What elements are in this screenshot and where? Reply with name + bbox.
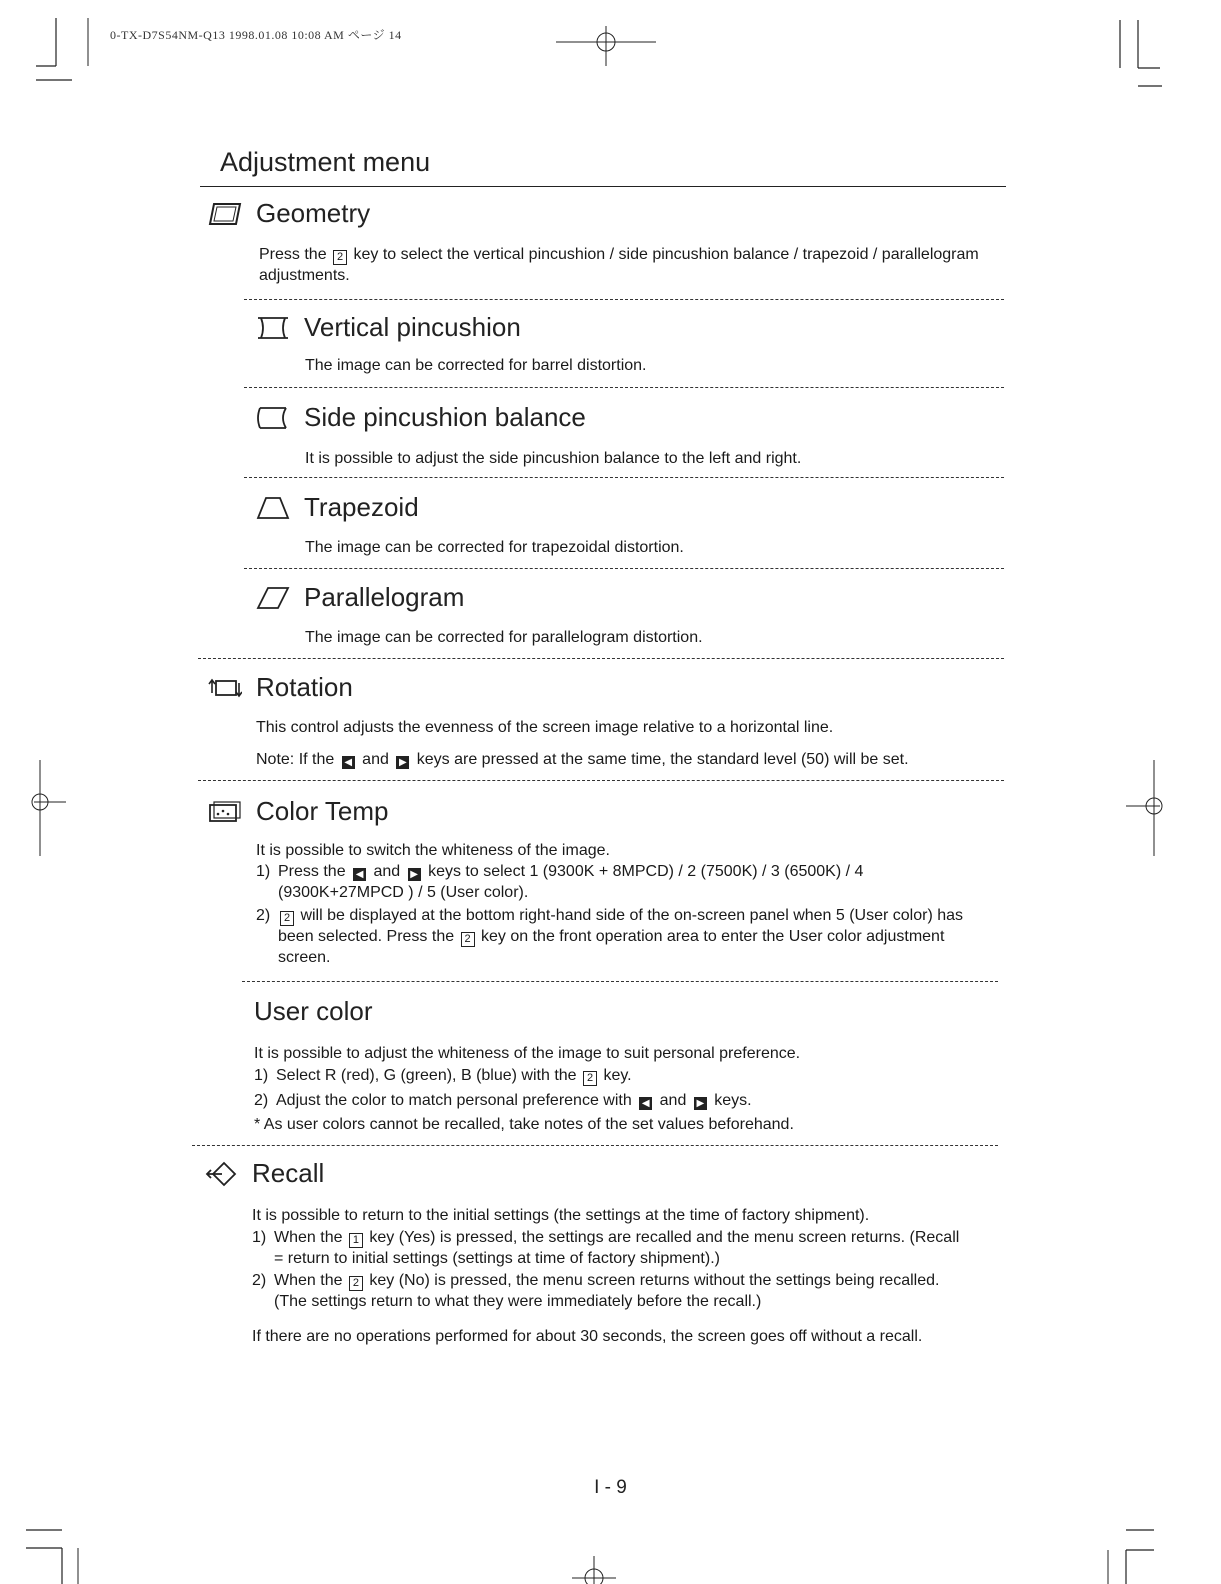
color-temp-item-1: 1) Press the ◀ and ▶ keys to select 1 (9300K + 8MPCD) / 2 (7500K) / 3 (6500K) / 4 (9300K+27MPCD ) / 5 (User color). (256, 863, 864, 901)
geometry-icon (208, 201, 242, 227)
recall-timeout-note: If there are no operations performed for about 30 seconds, the screen goes off without a recall. (252, 1328, 923, 1345)
user-color-item-1: 1) Select R (red), G (green), B (blue) with the 2 key. (254, 1067, 632, 1084)
parallelogram-description: The image can be corrected for parallelogram distortion. (305, 629, 703, 646)
vertical-pincushion-title: Vertical pincushion (304, 312, 521, 342)
trapezoid-title: Trapezoid (304, 492, 419, 522)
user-color-item-2: 2) Adjust the color to match personal preference with ◀ and ▶ keys. (254, 1092, 752, 1109)
side-pincushion-balance-title: Side pincushion balance (304, 402, 586, 432)
geometry-description: Press the 2 key to select the vertical pincushion / side pincushion balance / trapezoid / parallelogram adjustments. (259, 246, 979, 284)
key-2-icon: 2 (280, 911, 294, 926)
key-2-icon: 2 (349, 1276, 363, 1291)
divider (244, 477, 1004, 478)
user-color-heading (254, 996, 372, 1027)
divider (192, 1145, 998, 1146)
trapezoid-heading (256, 492, 419, 523)
trapezoid-description: The image can be corrected for trapezoidal distortion. (305, 539, 684, 556)
color-temp-description: It is possible to switch the whiteness of the image. (256, 842, 610, 859)
left-arrow-key-icon: ◀ (639, 1097, 652, 1110)
divider (244, 299, 1004, 300)
user-color-description: It is possible to adjust the whiteness of the image to suit personal preference. (254, 1045, 801, 1062)
key-2-icon: 2 (583, 1071, 597, 1086)
registration-mark-right (1126, 760, 1176, 860)
print-header: 0-TX-D7S54NM-Q13 1998.01.08 10:08 AM ページ 14 (110, 28, 402, 42)
page-title: Adjustment menu (220, 147, 431, 177)
color-temp-item-2: 2) 2 will be displayed at the bottom right-hand side of the on-screen panel when 5 (User color) has been selected. Press the 2 key on the front operation area to enter the User color adjustment screen. (256, 907, 964, 966)
side-pincushion-balance-heading (256, 402, 586, 433)
recall-item-1: 1) When the 1 key (Yes) is pressed, the settings are recalled and the menu screen returns. (Recall = return to initial settings (settings at time of factory shipment).) (252, 1229, 960, 1267)
registration-mark-left (20, 760, 70, 860)
color-temp-heading (208, 796, 388, 827)
crop-mark-bottom-right (1100, 1522, 1170, 1584)
user-color-note: * As user colors cannot be recalled, take notes of the set values beforehand. (254, 1116, 794, 1133)
geometry-heading (208, 198, 370, 229)
vertical-pincushion-heading (256, 312, 521, 343)
color-temp-title: Color Temp (256, 796, 389, 826)
rotation-note: Note: If the ◀ and ▶ keys are pressed at the same time, the standard level (50) will be set. (256, 751, 909, 768)
parallelogram-heading (256, 582, 464, 613)
divider (242, 981, 998, 982)
geometry-title: Geometry (256, 198, 371, 228)
side-pincushion-balance-description: It is possible to adjust the side pincushion balance to the left and right. (305, 450, 802, 467)
title-underline (200, 186, 1006, 187)
rotation-title: Rotation (256, 672, 353, 702)
rotation-icon (208, 675, 242, 701)
divider (198, 658, 1004, 659)
recall-heading (204, 1158, 324, 1189)
vertical-pincushion-icon (256, 315, 290, 341)
crop-mark-top-right (1110, 20, 1170, 90)
left-arrow-key-icon: ◀ (353, 868, 366, 881)
key-2-icon: 2 (333, 250, 347, 265)
key-2-icon: 2 (461, 932, 475, 947)
color-temp-icon (208, 799, 242, 825)
crop-mark-top-left (36, 18, 96, 88)
trapezoid-icon (256, 495, 290, 521)
right-arrow-key-icon: ▶ (694, 1097, 707, 1110)
rotation-heading (208, 672, 353, 703)
crop-mark-bottom-left (26, 1522, 96, 1584)
side-pincushion-balance-icon (256, 405, 290, 431)
parallelogram-icon (256, 585, 290, 611)
user-color-title: User color (254, 996, 373, 1026)
recall-title: Recall (252, 1158, 325, 1188)
registration-mark-top (556, 22, 656, 72)
page-number: I - 9 (594, 1477, 627, 1498)
divider (244, 387, 1004, 388)
divider (198, 780, 1004, 781)
right-arrow-key-icon: ▶ (408, 868, 421, 881)
divider (244, 568, 1004, 569)
left-arrow-key-icon: ◀ (342, 756, 355, 769)
recall-description: It is possible to return to the initial settings (the settings at the time of factory shipment). (252, 1207, 870, 1224)
registration-mark-bottom (572, 1548, 616, 1584)
recall-icon (204, 1161, 238, 1187)
key-1-icon: 1 (349, 1233, 363, 1248)
right-arrow-key-icon: ▶ (396, 756, 409, 769)
vertical-pincushion-description: The image can be corrected for barrel distortion. (305, 357, 647, 374)
parallelogram-title: Parallelogram (304, 582, 465, 612)
recall-item-2: 2) When the 2 key (No) is pressed, the menu screen returns without the settings being recalled. (The settings return to what they were immediately before the recall.) (252, 1272, 940, 1310)
rotation-description: This control adjusts the evenness of the screen image relative to a horizontal line. (256, 719, 834, 736)
